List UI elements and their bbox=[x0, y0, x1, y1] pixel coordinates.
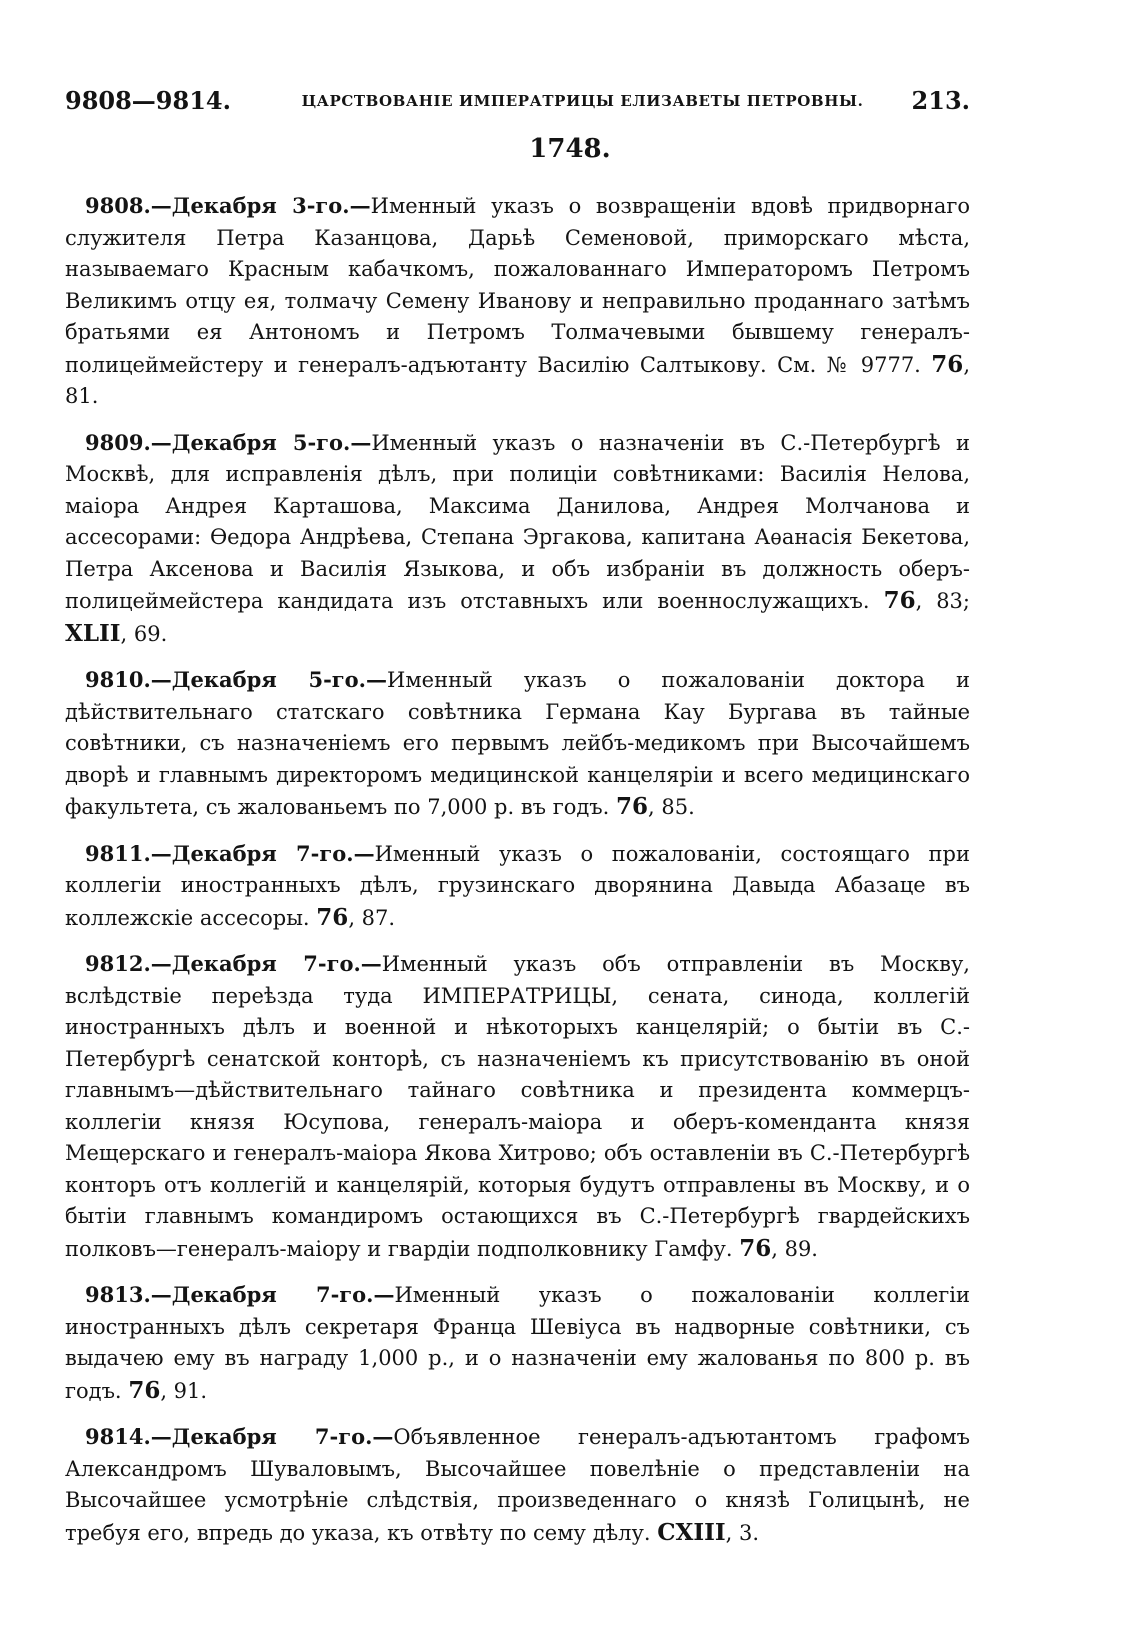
entry-number: 9808. bbox=[85, 193, 151, 218]
page-ref: , 85. bbox=[648, 795, 695, 819]
page-ref: , 89. bbox=[771, 1236, 818, 1261]
entry-9811 bbox=[65, 838, 970, 935]
page-ref-2: , 69. bbox=[120, 621, 168, 646]
entry-9812 bbox=[65, 948, 970, 1265]
entry-range: 9808—9814. bbox=[65, 86, 231, 115]
volume-ref: 76 bbox=[316, 903, 349, 931]
page-ref: , 81. bbox=[65, 352, 970, 408]
entry-date: —Декабря 7-го.— bbox=[150, 1424, 394, 1449]
volume-ref: CXIII bbox=[657, 1518, 726, 1546]
entry-date: —Декабря 5-го.— bbox=[150, 667, 387, 692]
entry-text: Именный указъ объ отправленіи въ Москву, вслѣдствіе переѣзда туда ИМПЕРАТРИЦЫ, сената, синода, коллегій иностранныхъ дѣлъ и военной и нѣкоторыхъ канцелярій; о бытіи въ С.-Петербургѣ сенатской конторѣ, съ назначеніемъ къ присутствованію въ оной главнымъ—дѣйствительнаго тайнаго совѣтника и президента коммерцъ-коллегіи князя Юсупова, генералъ-маіора и оберъ-коменданта князя Мещерскаго и генералъ-маіора Якова Хитрово; объ оставленіи въ С.-Петербургѣ конторъ отъ коллегій и канцелярій, которыя будутъ отправлены въ Москву, и о бытіи главнымъ командиромъ остающихся въ С.-Петербургѣ гвардейскихъ полковъ—генералъ-маіору и гвардіи подполковнику Гамфу. bbox=[65, 952, 970, 1261]
page-ref: , 83; bbox=[915, 589, 970, 613]
entry-9814 bbox=[65, 1421, 970, 1549]
entry-date: —Декабря 7-го.— bbox=[150, 840, 375, 866]
entry-number: 9812. bbox=[85, 951, 151, 976]
entry-text: Именный указъ о пожалованіи, состоящаго при коллегіи иностранныхъ дѣлъ, грузинскаго дворянина Давыда Абазаце въ коллежскіе ассесоры. bbox=[65, 841, 970, 930]
volume-ref: 76 bbox=[616, 793, 649, 820]
entry-9808 bbox=[65, 190, 970, 413]
running-title: ЦАРСТВОВАНІЕ ИМПЕРАТРИЦЫ ЕЛИЗАВЕТЫ ПЕТРОВНЫ. bbox=[301, 92, 864, 110]
entry-number: 9811. bbox=[85, 840, 151, 866]
volume-ref-2: XLII bbox=[65, 619, 121, 647]
entry-date: —Декабря 7-го.— bbox=[150, 951, 382, 976]
volume-ref: 76 bbox=[128, 1376, 161, 1404]
entry-text: Именный указъ о назначеніи въ С.-Петербургѣ и Москвѣ, для исправленія дѣлъ, при полиціи совѣтниками: Василія Нелова, маіора Андрея Карташова, Максима Данилова, Андрея Молчанова и ассесорами: Ѳедора Андрѣева, Степана Эргакова, капитана Аѳанасія Бекетова, Петра Аксенова и Василія Языкова, и объ избраніи въ должность оберъ-полицеймейстера кандидата изъ отставныхъ или военнослужащихъ. bbox=[65, 430, 970, 613]
entry-text: Объявленное генералъ-адъютантомъ графомъ Александромъ Шуваловымъ, Высочайшее повелѣніе о представленіи на Высочайшее усмотрѣніе слѣдствія, произведеннаго о князѣ Голицынѣ, не требуя его, впредь до указа, къ отвѣту по сему дѣлу. bbox=[65, 1425, 971, 1545]
entry-date: —Декабря 5-го.— bbox=[150, 429, 372, 455]
entry-9813 bbox=[65, 1279, 970, 1407]
entry-text: Именный указъ о возвращеніи вдовѣ придворнаго служителя Петра Казанцова, Дарьѣ Семеновой, приморскаго мѣста, называемаго Красным кабачкомъ, пожалованнаго Императоромъ Петромъ Великимъ отцу ея, толмачу Семену Иванову и неправильно проданнаго затѣмъ братьями ея Антономъ и Петромъ Толмачевыми бывшему генералъ-полицеймейстеру и генералъ-адъютанту Василію Салтыкову. См. № 9777. bbox=[65, 194, 970, 377]
volume-ref: 76 bbox=[931, 350, 964, 378]
entry-text: Именный указъ о пожалованіи доктора и дѣйствительнаго статскаго совѣтника Германа Кау Бургава въ тайные совѣтники, съ назначеніемъ его первымъ лейбъ-медикомъ при Высочайшемъ дворѣ и главнымъ директоромъ медицинской канцеляріи и всего медицинскаго факультета, съ жалованьемъ по 7,000 р. въ годъ. bbox=[65, 668, 970, 819]
entry-9810 bbox=[65, 664, 970, 824]
volume-ref: 76 bbox=[739, 1234, 772, 1262]
year-heading: 1748. bbox=[529, 134, 611, 164]
page-number: 213. bbox=[911, 86, 970, 115]
page-header bbox=[65, 86, 970, 122]
page-ref: , 87. bbox=[348, 905, 396, 930]
entry-date: —Декабря 3-го.— bbox=[150, 193, 371, 218]
entries-list bbox=[65, 190, 970, 1563]
page-ref: , 91. bbox=[160, 1378, 208, 1403]
entry-9809 bbox=[65, 427, 970, 651]
volume-ref: 76 bbox=[883, 587, 916, 614]
entry-date: —Декабря 7-го.— bbox=[150, 1282, 395, 1307]
entry-number: 9813. bbox=[85, 1282, 151, 1307]
page-ref: , 3. bbox=[725, 1520, 760, 1545]
entry-text: Именный указъ о пожалованіи коллегіи иностранныхъ дѣлъ секретаря Франца Шевіуса въ надворные совѣтники, съ выдачею ему въ награду 1,000 р., и о назначеніи ему жалованья по 800 р. въ годъ. bbox=[65, 1283, 971, 1403]
entry-number: 9814. bbox=[85, 1424, 151, 1449]
entry-number: 9809. bbox=[85, 429, 151, 455]
entry-number: 9810. bbox=[85, 667, 151, 692]
